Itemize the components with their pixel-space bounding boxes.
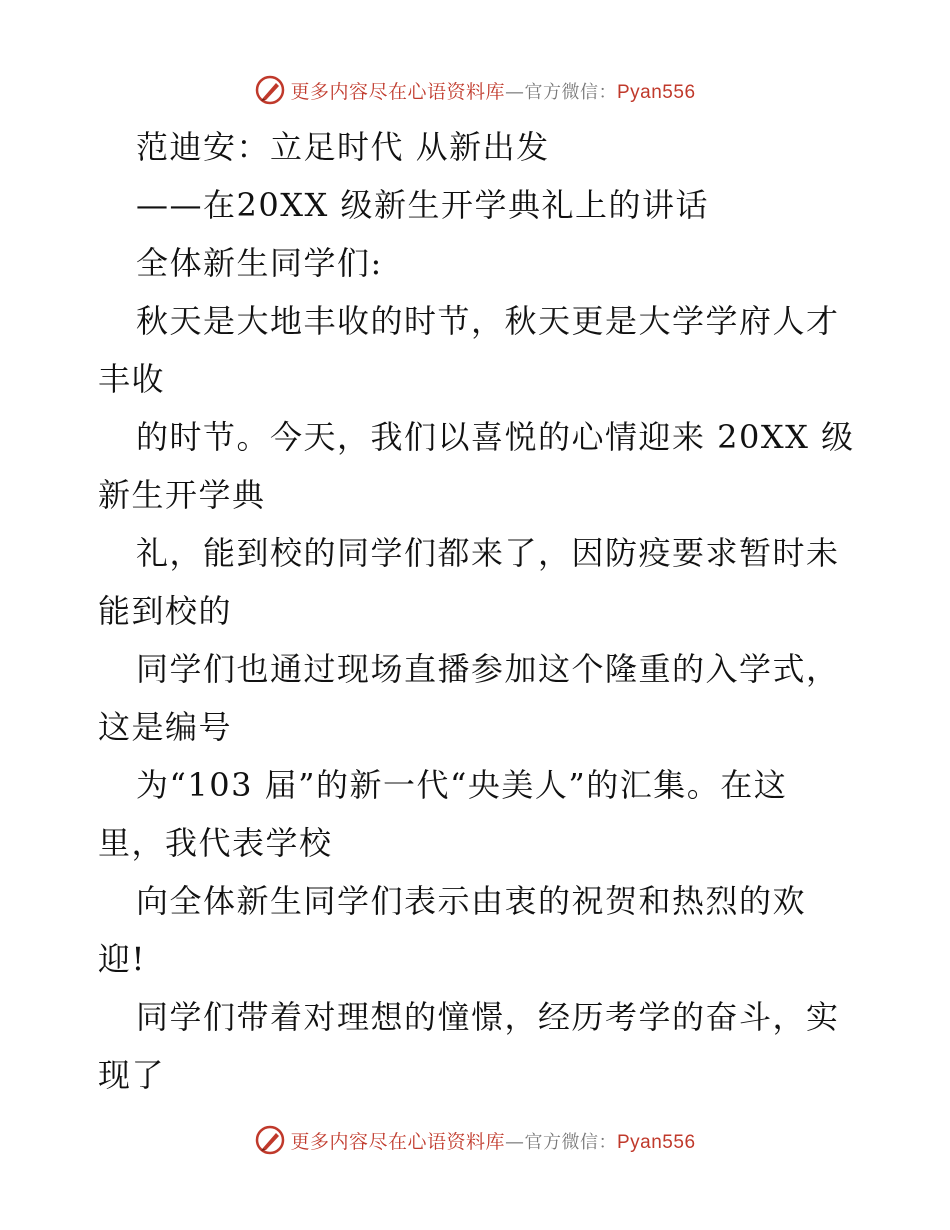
banner-wechat-label: 官方微信： [524, 1131, 617, 1153]
document-body [98, 118, 858, 1104]
banner-wechat-id: Pyan556 [617, 1131, 696, 1153]
header-banner [0, 70, 950, 110]
text-line: 礼，能到校的同学们都来了，因防疫要求暂时未 [136, 534, 840, 572]
text-line: 同学们也通过现场直播参加这个隆重的入学式， [136, 650, 840, 688]
pen-logo-icon [254, 1124, 286, 1156]
document-title: 范迪安：立足时代 从新出发 [136, 128, 550, 166]
pen-logo-icon [254, 74, 286, 106]
text-line: 这是编号 [98, 708, 233, 746]
text-line: 新生开学典 [98, 476, 266, 514]
banner-wechat-id: Pyan556 [617, 81, 696, 103]
document-subtitle: ——在20XX 级新生开学典礼上的讲话 [136, 186, 709, 224]
text-line: 里，我代表学校 [98, 824, 333, 862]
banner-main-text: 更多内容尽在心语资料库 [290, 1130, 505, 1153]
salutation: 全体新生同学们: [136, 244, 383, 282]
banner-text [290, 1127, 695, 1154]
banner-separator: — [505, 1130, 525, 1153]
text-line: 的时节。今天，我们以喜悦的心情迎来 20XX 级 [136, 418, 855, 456]
text-line: 向全体新生同学们表示由衷的祝贺和热烈的欢 [136, 882, 807, 920]
banner-text [290, 77, 695, 104]
text-line: 为“103 届”的新一代“央美人”的汇集。在这 [136, 766, 788, 804]
footer-banner [0, 1120, 950, 1160]
text-line: 迎! [98, 940, 146, 978]
text-line: 丰收 [98, 360, 166, 398]
text-line: 同学们带着对理想的憧憬，经历考学的奋斗，实 [136, 998, 840, 1036]
banner-main-text: 更多内容尽在心语资料库 [290, 80, 505, 103]
banner-wechat-label: 官方微信： [524, 81, 617, 103]
text-line: 现了 [98, 1056, 166, 1094]
banner-separator: — [505, 80, 525, 103]
text-line: 能到校的 [98, 592, 233, 630]
text-line: 秋天是大地丰收的时节，秋天更是大学学府人才 [136, 302, 840, 340]
